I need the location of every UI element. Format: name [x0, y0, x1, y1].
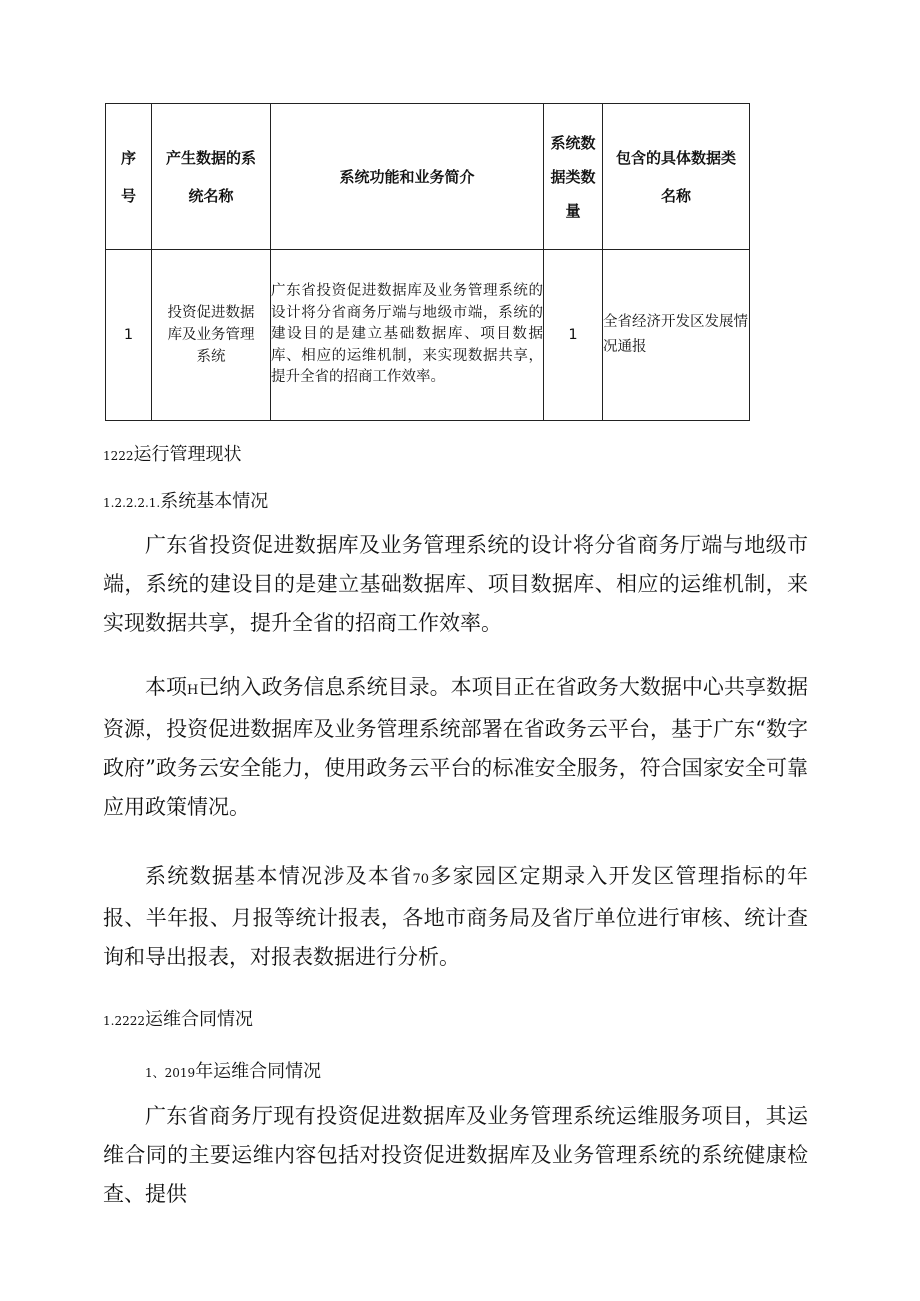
cell-data-count: 1: [544, 250, 603, 421]
table-header-row: [106, 104, 750, 250]
header-system-name: 产生数据的系 统名称: [152, 104, 271, 250]
header-data-names: 包含的具体数据类 名称: [603, 104, 750, 250]
paragraph-contract-details: 广东省商务厅现有投资促进数据库及业务管理系统运维服务项目，其运维合同的主要运维内容包括对投资促进数据库及业务管理系统的系统健康检查、提供: [103, 1104, 808, 1206]
paragraph-project-status: 本项H已纳入政务信息系统目录。本项目正在省政务大数据中心共享数据资源，投资促进数据库及业务管理系统部署在省政务云平台，基于广东“数字政府”政务云安全能力，使用政务云平台的标准安全服务，符合国家安全可靠应用政策情况。: [103, 675, 809, 819]
data-system-table: [105, 103, 750, 421]
section-heading-maintenance-contract: 1.2222运维合同情况: [103, 1009, 253, 1030]
header-seq: 序 号: [106, 104, 152, 250]
section-heading-operation-status: 1222运行管理现状: [103, 444, 242, 465]
paragraph-system-intro: 广东省投资促进数据库及业务管理系统的设计将分省商务厅端与地级市端，系统的建设目的是建立基础数据库、项目数据库、相应的运维机制，来实现数据共享，提升全省的招商工作效率。: [103, 533, 808, 635]
cell-data-names: 全省经济开发区发展情况通报: [603, 250, 750, 421]
header-data-count: 系统数 据类数 量: [544, 104, 603, 250]
cell-intro: 广东省投资促进数据库及业务管理系统的设计将分省商务厅端与地级市端，系统的建设目的是建立基础数据库、项目数据库、相应的运维机制，来实现数据共享，提升全省的招商工作效率。: [271, 250, 544, 421]
header-function-intro: 系统功能和业务简介: [271, 104, 544, 250]
cell-seq: 1: [106, 250, 152, 421]
cell-system-name: 投资促进数据 库及业务管理 系统: [152, 250, 271, 421]
paragraph-data-basics: 系统数据基本情况涉及本省70多家园区定期录入开发区管理指标的年报、半年报、月报等统计报表，各地市商务局及省厅单位进行审核、统计查询和导出报表，对报表数据进行分析。: [103, 864, 809, 969]
section-heading-system-basics: 1.2.2.2.1.系统基本情况: [103, 491, 269, 512]
table-row: [106, 250, 750, 421]
subheading-2019-contract: 1、2019年运维合同情况: [145, 1061, 322, 1082]
